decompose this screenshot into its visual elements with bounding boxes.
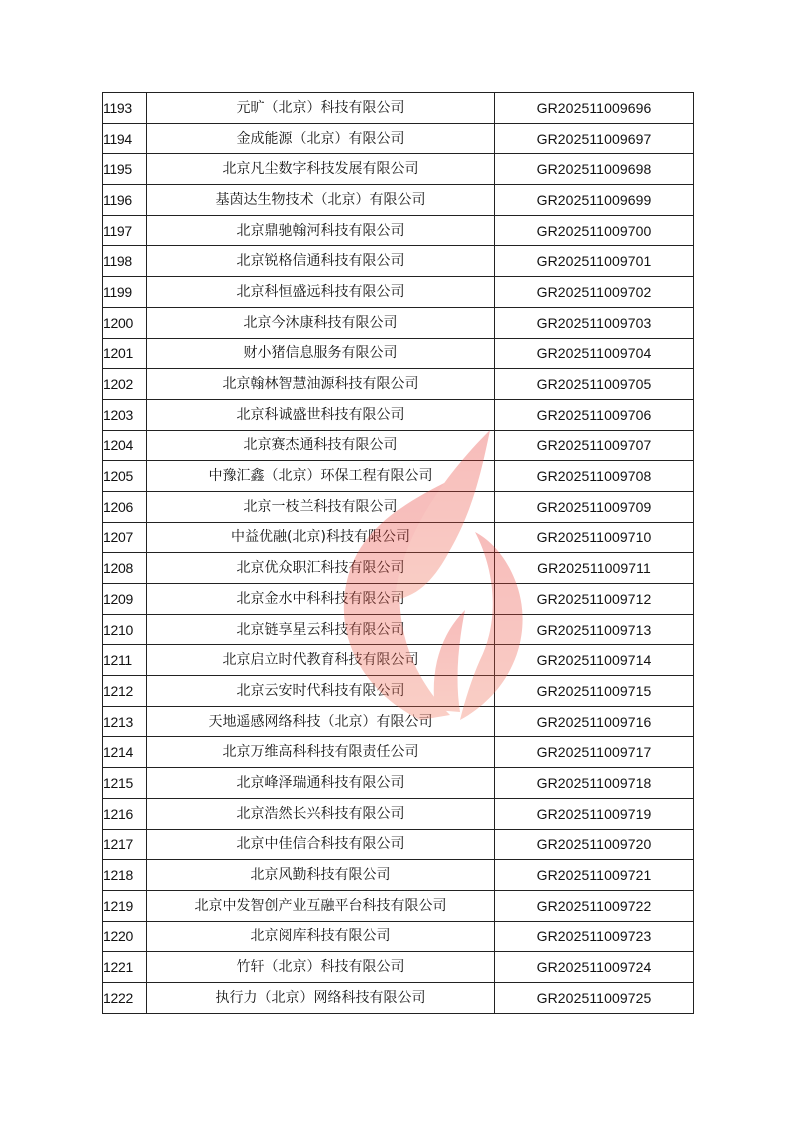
company-name-cell: 北京凡尘数字科技发展有限公司: [147, 154, 495, 185]
table-row: [103, 798, 694, 829]
table-row: [103, 645, 694, 676]
company-name-cell: 天地遥感网络科技（北京）有限公司: [147, 706, 495, 737]
row-sequence-number: 1205: [103, 461, 147, 492]
row-sequence-number: 1213: [103, 706, 147, 737]
row-sequence-number: 1221: [103, 952, 147, 983]
company-name-cell: 北京浩然长兴科技有限公司: [147, 798, 495, 829]
certificate-code-cell: GR202511009724: [495, 952, 694, 983]
row-sequence-number: 1216: [103, 798, 147, 829]
row-sequence-number: 1208: [103, 553, 147, 584]
company-name-cell: 北京翰林智慧油源科技有限公司: [147, 369, 495, 400]
company-name-cell: 中豫汇鑫（北京）环保工程有限公司: [147, 461, 495, 492]
company-name-cell: 金成能源（北京）有限公司: [147, 123, 495, 154]
certificate-code-cell: GR202511009719: [495, 798, 694, 829]
table-row: [103, 277, 694, 308]
table-row: [103, 369, 694, 400]
table-row: [103, 215, 694, 246]
company-name-cell: 中益优融(北京)科技有限公司: [147, 522, 495, 553]
company-name-cell: 北京鼎驰翰河科技有限公司: [147, 215, 495, 246]
table-row: [103, 890, 694, 921]
row-sequence-number: 1193: [103, 93, 147, 124]
row-sequence-number: 1220: [103, 921, 147, 952]
table-row: [103, 829, 694, 860]
certificate-code-cell: GR202511009715: [495, 676, 694, 707]
table-row: [103, 338, 694, 369]
table-row: [103, 399, 694, 430]
row-sequence-number: 1199: [103, 277, 147, 308]
row-sequence-number: 1197: [103, 215, 147, 246]
certificate-code-cell: GR202511009711: [495, 553, 694, 584]
company-name-cell: 北京科恒盛远科技有限公司: [147, 277, 495, 308]
company-name-cell: 北京云安时代科技有限公司: [147, 676, 495, 707]
certificate-code-cell: GR202511009710: [495, 522, 694, 553]
certificate-code-cell: GR202511009718: [495, 768, 694, 799]
table-row: [103, 123, 694, 154]
company-name-cell: 北京中佳信合科技有限公司: [147, 829, 495, 860]
certificate-code-cell: GR202511009706: [495, 399, 694, 430]
table-row: [103, 860, 694, 891]
row-sequence-number: 1198: [103, 246, 147, 277]
row-sequence-number: 1210: [103, 614, 147, 645]
company-name-cell: 北京峰泽瑞通科技有限公司: [147, 768, 495, 799]
certificate-code-cell: GR202511009702: [495, 277, 694, 308]
table-row: [103, 491, 694, 522]
certificate-code-cell: GR202511009721: [495, 860, 694, 891]
company-name-cell: 北京启立时代教育科技有限公司: [147, 645, 495, 676]
table-row: [103, 614, 694, 645]
certificate-code-cell: GR202511009717: [495, 737, 694, 768]
certificate-code-cell: GR202511009701: [495, 246, 694, 277]
company-name-cell: 北京一枝兰科技有限公司: [147, 491, 495, 522]
company-name-cell: 基茵达生物技术（北京）有限公司: [147, 185, 495, 216]
certificate-code-cell: GR202511009712: [495, 584, 694, 615]
row-sequence-number: 1219: [103, 890, 147, 921]
table-row: [103, 307, 694, 338]
company-name-cell: 北京今沐康科技有限公司: [147, 307, 495, 338]
table-row: [103, 522, 694, 553]
company-name-cell: 北京中发智创产业互融平台科技有限公司: [147, 890, 495, 921]
certificate-code-cell: GR202511009698: [495, 154, 694, 185]
row-sequence-number: 1195: [103, 154, 147, 185]
certificate-code-cell: GR202511009704: [495, 338, 694, 369]
certificate-code-cell: GR202511009700: [495, 215, 694, 246]
table-row: [103, 706, 694, 737]
certificate-code-cell: GR202511009720: [495, 829, 694, 860]
row-sequence-number: 1207: [103, 522, 147, 553]
certificate-code-cell: GR202511009722: [495, 890, 694, 921]
row-sequence-number: 1196: [103, 185, 147, 216]
row-sequence-number: 1206: [103, 491, 147, 522]
company-name-cell: 北京科诚盛世科技有限公司: [147, 399, 495, 430]
row-sequence-number: 1202: [103, 369, 147, 400]
table-row: [103, 768, 694, 799]
certificate-code-cell: GR202511009699: [495, 185, 694, 216]
table-row: [103, 430, 694, 461]
row-sequence-number: 1203: [103, 399, 147, 430]
company-name-cell: 财小猪信息服务有限公司: [147, 338, 495, 369]
certificate-code-cell: GR202511009714: [495, 645, 694, 676]
row-sequence-number: 1211: [103, 645, 147, 676]
table-row: [103, 952, 694, 983]
table-row: [103, 461, 694, 492]
row-sequence-number: 1215: [103, 768, 147, 799]
certificate-code-cell: GR202511009725: [495, 982, 694, 1013]
certificate-code-cell: GR202511009696: [495, 93, 694, 124]
company-name-cell: 北京金水中科科技有限公司: [147, 584, 495, 615]
row-sequence-number: 1200: [103, 307, 147, 338]
table-row: [103, 737, 694, 768]
company-name-cell: 元旷（北京）科技有限公司: [147, 93, 495, 124]
table-row: [103, 921, 694, 952]
certificate-code-cell: GR202511009716: [495, 706, 694, 737]
company-name-cell: 北京优众职汇科技有限公司: [147, 553, 495, 584]
table-row: [103, 154, 694, 185]
row-sequence-number: 1194: [103, 123, 147, 154]
certificate-code-cell: GR202511009705: [495, 369, 694, 400]
row-sequence-number: 1212: [103, 676, 147, 707]
company-name-cell: 竹轩（北京）科技有限公司: [147, 952, 495, 983]
row-sequence-number: 1218: [103, 860, 147, 891]
row-sequence-number: 1222: [103, 982, 147, 1013]
table-row: [103, 982, 694, 1013]
row-sequence-number: 1204: [103, 430, 147, 461]
company-name-cell: 北京锐格信通科技有限公司: [147, 246, 495, 277]
table-row: [103, 93, 694, 124]
company-name-cell: 北京风勤科技有限公司: [147, 860, 495, 891]
table-row: [103, 553, 694, 584]
certificate-code-cell: GR202511009707: [495, 430, 694, 461]
row-sequence-number: 1209: [103, 584, 147, 615]
certificate-code-cell: GR202511009709: [495, 491, 694, 522]
company-registry-table: [102, 92, 694, 1014]
row-sequence-number: 1201: [103, 338, 147, 369]
certificate-code-cell: GR202511009708: [495, 461, 694, 492]
registry-table-body: [103, 93, 694, 1014]
certificate-code-cell: GR202511009697: [495, 123, 694, 154]
table-row: [103, 676, 694, 707]
row-sequence-number: 1214: [103, 737, 147, 768]
table-row: [103, 246, 694, 277]
table-row: [103, 185, 694, 216]
table-row: [103, 584, 694, 615]
certificate-code-cell: GR202511009713: [495, 614, 694, 645]
company-name-cell: 执行力（北京）网络科技有限公司: [147, 982, 495, 1013]
company-name-cell: 北京赛杰通科技有限公司: [147, 430, 495, 461]
company-name-cell: 北京链享星云科技有限公司: [147, 614, 495, 645]
company-name-cell: 北京万维高科科技有限责任公司: [147, 737, 495, 768]
certificate-code-cell: GR202511009723: [495, 921, 694, 952]
company-name-cell: 北京阅库科技有限公司: [147, 921, 495, 952]
certificate-code-cell: GR202511009703: [495, 307, 694, 338]
row-sequence-number: 1217: [103, 829, 147, 860]
